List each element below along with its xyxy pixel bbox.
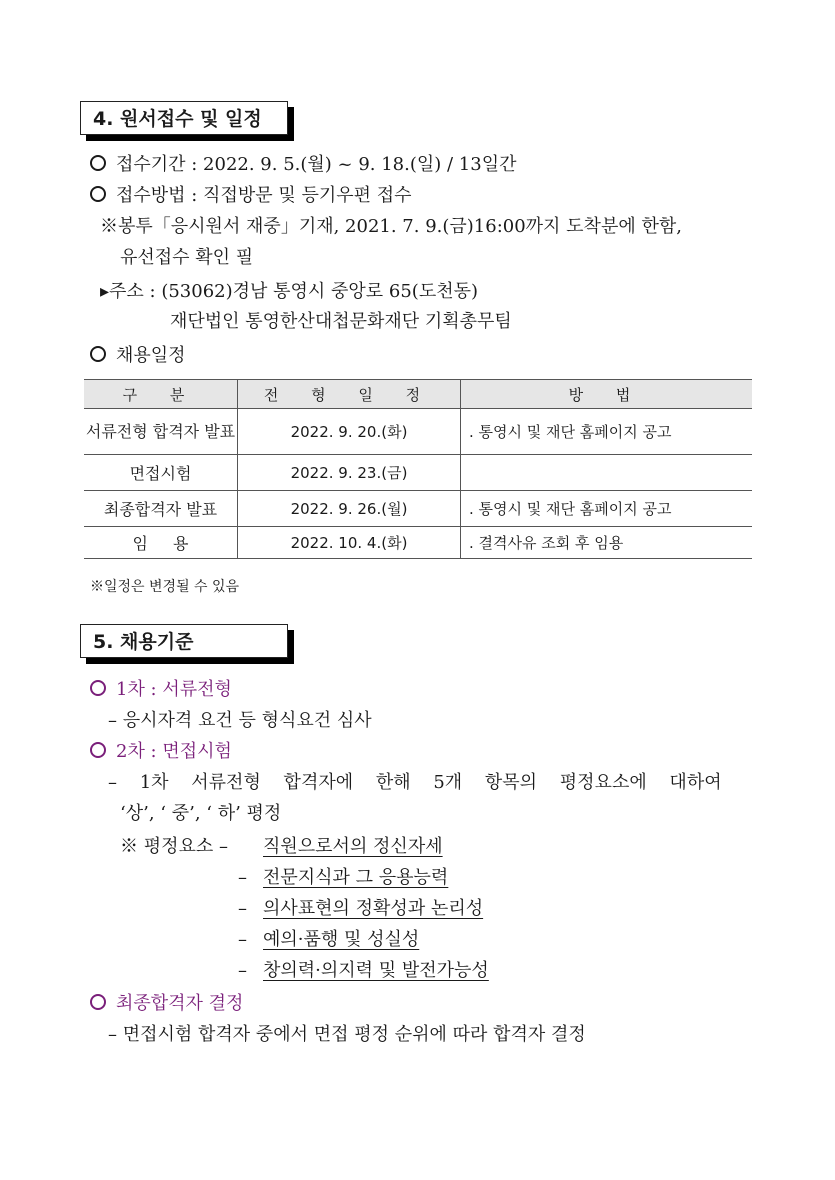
- circle-bullet-icon: [90, 346, 106, 362]
- criterion-item: 직원으로서의 정신자세: [263, 836, 443, 857]
- section4-heading: 4. 원서접수 및 일정: [80, 101, 288, 135]
- date-cell: 2022. 9. 23.(금): [238, 455, 461, 491]
- table-row: [84, 455, 752, 491]
- date-cell: 2022. 10. 4.(화): [238, 527, 461, 559]
- table-row: [84, 527, 752, 559]
- address: ▸주소 : (53062)경남 통영시 중앙로 65(도천동): [100, 281, 479, 302]
- header-stage: 구 분: [84, 380, 238, 409]
- criterion-item: 예의·품행 및 성실성: [263, 929, 420, 950]
- criterion-item: 전문지식과 그 응용능력: [263, 867, 449, 888]
- circle-bullet-icon: [90, 186, 106, 202]
- date-cell: 2022. 9. 20.(화): [238, 409, 461, 455]
- circle-bullet-icon: [90, 994, 106, 1010]
- stage1-desc: – 응시자격 요건 등 형식요건 심사: [108, 710, 372, 731]
- application-period: 접수기간 : 2022. 9. 5.(월) ~ 9. 18.(일) / 13일간: [90, 152, 516, 178]
- circle-bullet-icon: [90, 680, 106, 696]
- header-date: 전 형 일 정: [238, 380, 461, 409]
- section5-heading: 5. 채용기준: [80, 624, 288, 658]
- date-cell: 2022. 9. 26.(월): [238, 491, 461, 527]
- stage2-desc: – 1차 서류전형 합격자에 한해 5개 항목의 평정요소에 대하여: [108, 772, 722, 793]
- stage-cell: 면접시험: [84, 455, 238, 491]
- table-row: [84, 491, 752, 527]
- schedule-table: [84, 379, 752, 559]
- schedule-label: 채용일정: [90, 343, 186, 369]
- circle-bullet-icon: [90, 155, 106, 171]
- criterion-dash: –: [238, 898, 247, 919]
- stage-cell: 최종합격자 발표: [84, 491, 238, 527]
- stage-cell: 서류전형 합격자 발표: [84, 409, 238, 455]
- stage2-title: 2차 : 면접시험: [90, 739, 232, 765]
- application-method: 접수방법 : 직접방문 및 등기우편 접수: [90, 183, 412, 209]
- stage1-title: 1차 : 서류전형: [90, 677, 232, 703]
- envelope-note: ※봉투「응시원서 재중」기재, 2021. 7. 9.(금)16:00까지 도착분에 한함,: [100, 216, 682, 237]
- final-title: 최종합격자 결정: [90, 991, 243, 1017]
- stage-cell: 임 용: [84, 527, 238, 559]
- criterion-item: 의사표현의 정확성과 논리성: [263, 898, 484, 919]
- method-cell: . 결격사유 조회 후 임용: [461, 527, 753, 559]
- method-cell: . 통영시 및 재단 홈페이지 공고: [461, 409, 753, 455]
- criterion-dash: –: [238, 929, 247, 950]
- table-row: [84, 409, 752, 455]
- circle-bullet-icon: [90, 742, 106, 758]
- stage2-desc-cont: ‘상’, ‘ 중’, ‘ 하’ 평정: [120, 803, 282, 824]
- criterion-dash: –: [238, 867, 247, 888]
- header-method: 방 법: [461, 380, 753, 409]
- method-cell: [461, 455, 753, 491]
- criterion-dash: –: [238, 960, 247, 981]
- table-header-row: [84, 380, 752, 409]
- method-cell: . 통영시 및 재단 홈페이지 공고: [461, 491, 753, 527]
- envelope-note-cont: 유선접수 확인 필: [120, 247, 254, 268]
- criteria-label: ※ 평정요소 –: [120, 836, 228, 857]
- final-desc: – 면접시험 합격자 중에서 면접 평정 순위에 따라 합격자 결정: [108, 1024, 586, 1045]
- criterion-item: 창의력·의지력 및 발전가능성: [263, 960, 489, 981]
- address-org: 재단법인 통영한산대첩문화재단 기획총무팀: [170, 311, 512, 332]
- schedule-footnote: ※일정은 변경될 수 있음: [90, 579, 240, 595]
